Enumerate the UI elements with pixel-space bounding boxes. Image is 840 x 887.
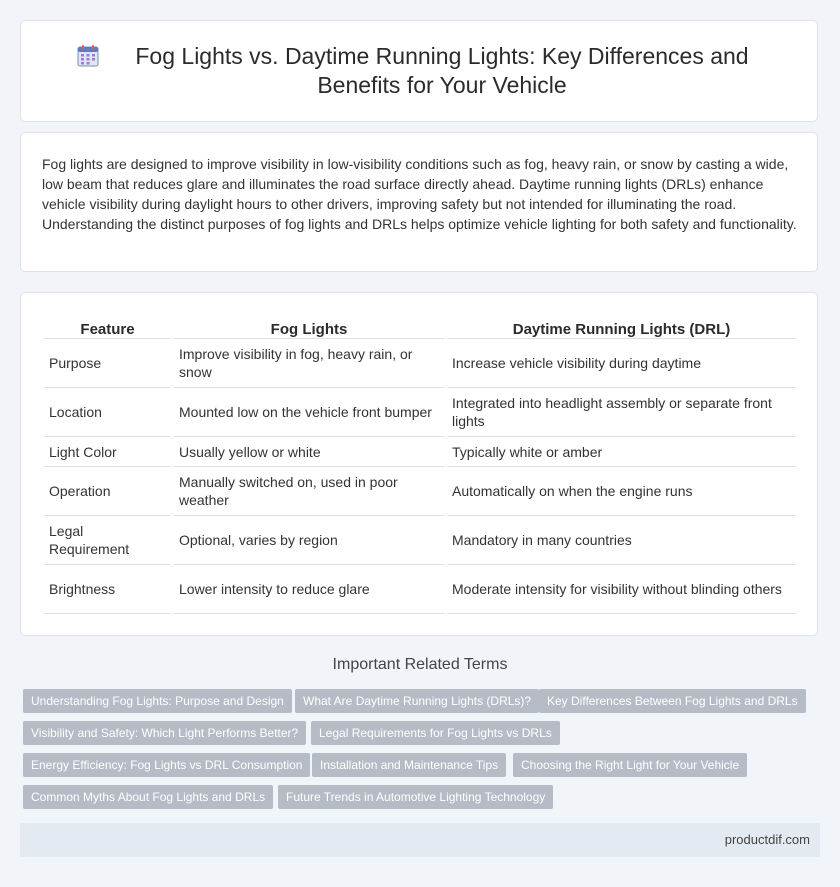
header-card	[20, 20, 818, 122]
table-cell: Automatically on when the engine runs	[447, 467, 796, 516]
table-cell: Improve visibility in fog, heavy rain, or snow	[174, 339, 444, 388]
table-row	[44, 516, 796, 565]
related-tag[interactable]: Energy Efficiency: Fog Lights vs DRL Consumption	[23, 753, 310, 777]
table-cell: Legal Requirement	[44, 516, 171, 565]
related-tag[interactable]: Legal Requirements for Fog Lights vs DRLs	[311, 721, 560, 745]
table-cell: Purpose	[44, 339, 171, 388]
related-tag[interactable]: Visibility and Safety: Which Light Performs Better?	[23, 721, 306, 745]
table-row	[44, 437, 796, 467]
table-row	[44, 339, 796, 388]
page-title: Fog Lights vs. Daytime Running Lights: Key Differences and Benefits for Your Vehicle	[135, 43, 749, 98]
related-tag[interactable]: Choosing the Right Light for Your Vehicle	[513, 753, 747, 777]
table-cell: Moderate intensity for visibility without blinding others	[447, 565, 796, 614]
table-cell: Lower intensity to reduce glare	[174, 565, 444, 614]
footer	[20, 823, 820, 857]
table-row	[44, 565, 796, 614]
table-cell: Brightness	[44, 565, 171, 614]
table-cell: Location	[44, 388, 171, 437]
table-cell: Mandatory in many countries	[447, 516, 796, 565]
related-tag[interactable]: Understanding Fog Lights: Purpose and Design	[23, 689, 292, 713]
header-drl: Daytime Running Lights (DRL)	[447, 314, 796, 339]
table-row	[44, 467, 796, 516]
related-tag[interactable]: Future Trends in Automotive Lighting Technology	[278, 785, 553, 809]
table-header-row	[44, 314, 796, 339]
intro-card	[20, 132, 818, 272]
header-feature: Feature	[44, 314, 171, 339]
comparison-table-card	[20, 292, 818, 636]
comparison-table	[41, 314, 799, 614]
table-cell: Manually switched on, used in poor weather	[174, 467, 444, 516]
table-cell: Mounted low on the vehicle front bumper	[174, 388, 444, 437]
table-cell: Light Color	[44, 437, 171, 467]
related-terms-title: Important Related Terms	[332, 656, 508, 673]
table-cell: Typically white or amber	[447, 437, 796, 467]
related-tag[interactable]: Installation and Maintenance Tips	[312, 753, 506, 777]
table-cell: Usually yellow or white	[174, 437, 444, 467]
header-fog-lights: Fog Lights	[174, 314, 444, 339]
related-tag[interactable]: What Are Daytime Running Lights (DRLs)?	[295, 689, 539, 713]
related-tag[interactable]: Key Differences Between Fog Lights and DRLs	[539, 689, 806, 713]
intro-text: Fog lights are designed to improve visibility in low-visibility conditions such as fog, heavy rain, or snow by casting a wide, low beam that reduces glare and illuminates the road surface directly ahead. Daytime running lights (DRLs) enhance vehicle visibility during daylight hours to other drivers, improving safety but not intended for illuminating the road. Understanding the distinct purposes of fog lights and DRLs helps optimize vehicle lighting for both safety and functionality.	[42, 156, 797, 232]
table-cell: Optional, varies by region	[174, 516, 444, 565]
table-row	[44, 388, 796, 437]
table-cell: Integrated into headlight assembly or separate front lights	[447, 388, 796, 437]
table-cell: Increase vehicle visibility during daytime	[447, 339, 796, 388]
calendar-icon	[76, 44, 100, 68]
footer-site[interactable]: productdif.com	[724, 832, 810, 847]
related-tag[interactable]: Common Myths About Fog Lights and DRLs	[23, 785, 273, 809]
table-cell: Operation	[44, 467, 171, 516]
